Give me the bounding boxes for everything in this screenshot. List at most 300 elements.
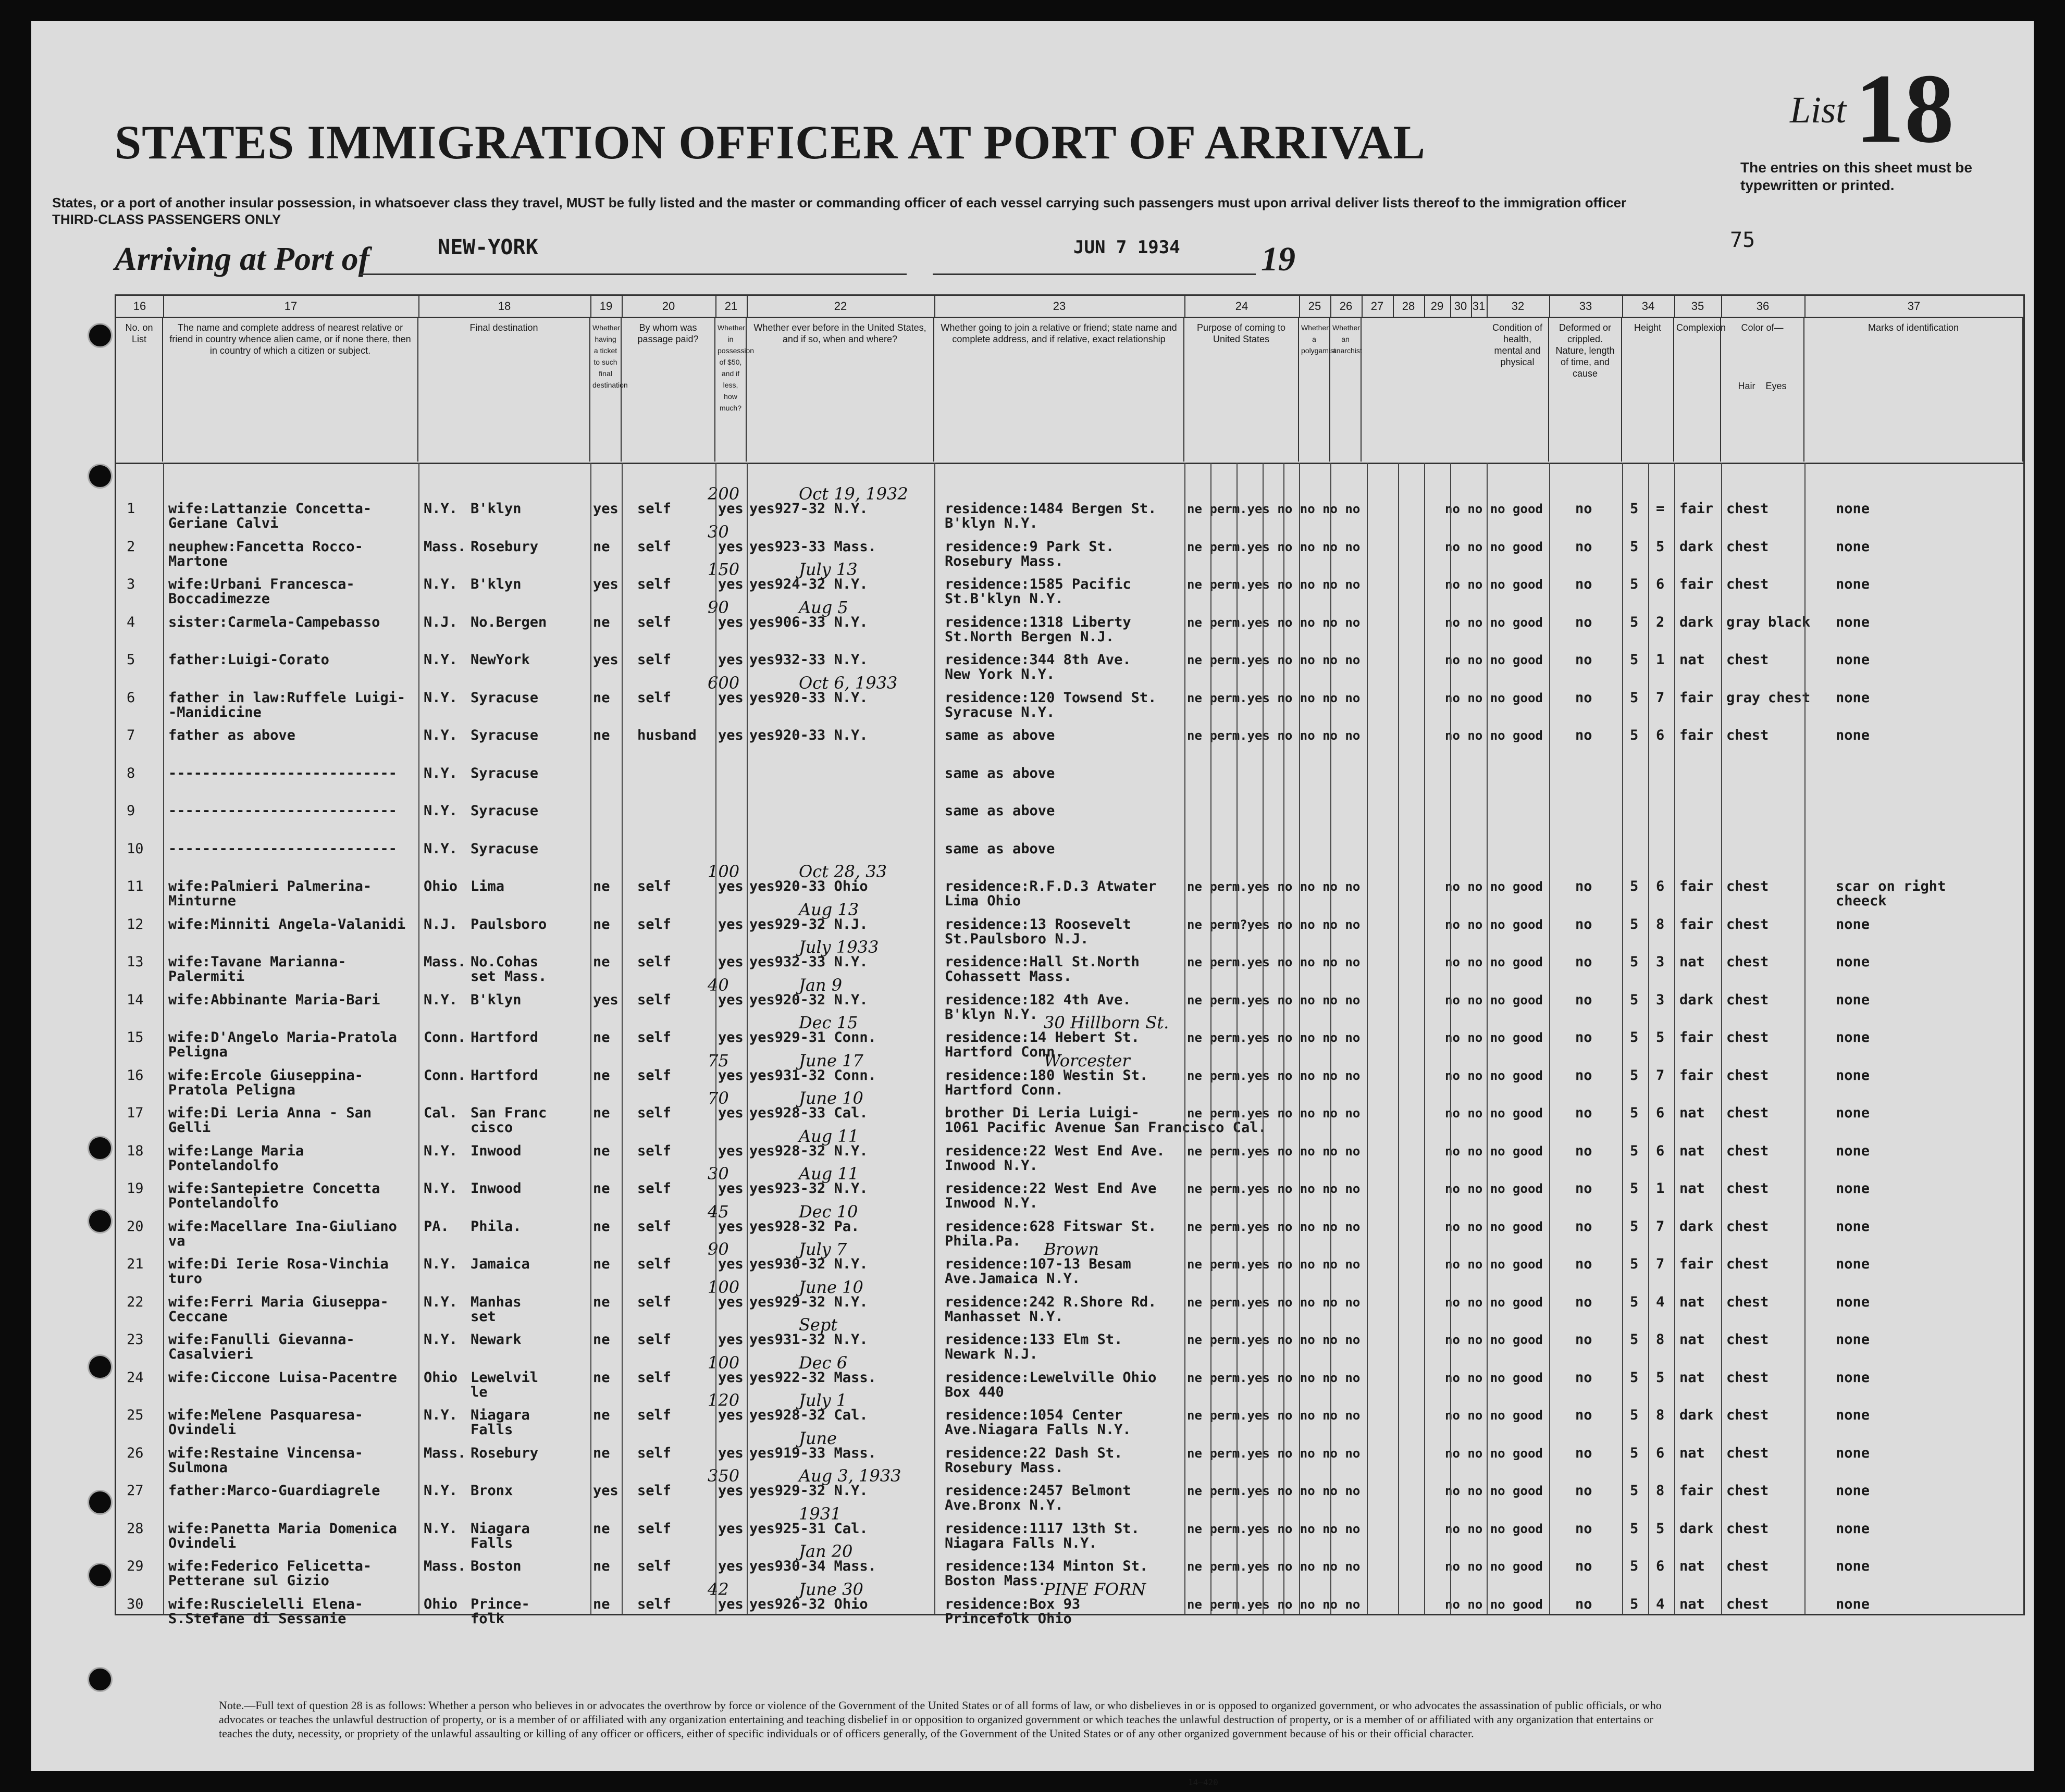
- purpose-answers: ne perm.yes no no no no: [1187, 728, 1361, 743]
- deformed-answer: no: [1575, 614, 1592, 630]
- column-rule: [1549, 463, 1550, 1614]
- complexion-value: dark: [1679, 1218, 1714, 1235]
- deformed-answer: no: [1575, 1029, 1592, 1046]
- header-passage-paid: By whom was passage paid?: [622, 318, 715, 462]
- handwritten-note: Worcester: [1044, 1050, 1130, 1071]
- table-row: [116, 653, 2023, 690]
- header-marks: Marks of identification: [1804, 318, 2023, 462]
- header-hair-eyes: [1723, 380, 1801, 392]
- row-number: 18: [127, 1142, 144, 1159]
- column-rule: [1674, 463, 1675, 1614]
- destination-state: Cal.: [424, 1105, 458, 1121]
- destination-city: B'klyn: [471, 576, 522, 592]
- height-feet: 5: [1630, 991, 1639, 1008]
- height-inches: 7: [1656, 1067, 1665, 1084]
- previous-stay: yes920-33 N.Y.: [749, 727, 868, 743]
- header-color-of: [1721, 318, 1804, 462]
- table-row: [116, 691, 2023, 728]
- money-answer: yes: [718, 1218, 744, 1235]
- purpose-answers: ne perm.yes no no no no: [1187, 690, 1361, 705]
- height-feet: 5: [1630, 916, 1639, 932]
- joining-address: residence:22 West End Ave Inwood N.Y.: [945, 1180, 1157, 1211]
- row-number: 23: [127, 1331, 144, 1348]
- joining-address: residence:1117 13th St. Niagara Falls N.Y.: [945, 1520, 1140, 1551]
- destination-state: Ohio: [424, 878, 458, 894]
- row-number: 7: [127, 727, 135, 743]
- handwritten-money: 150: [708, 559, 740, 579]
- checks-answers: no no no good: [1445, 1181, 1543, 1196]
- destination-city: Syracuse: [471, 765, 539, 781]
- hair-color: chest: [1726, 1029, 1769, 1046]
- identification-marks: none: [1836, 1142, 1870, 1159]
- handwritten-date: July 7: [799, 1239, 847, 1259]
- column-number: 16: [116, 296, 164, 318]
- checks-answers: no no no good: [1445, 1333, 1543, 1347]
- purpose-answers: ne perm.yes no no no no: [1187, 1521, 1361, 1536]
- joining-address: residence:1484 Bergen St. B'klyn N.Y.: [945, 501, 1157, 531]
- passage-paid-by: self: [637, 916, 672, 932]
- purpose-answers: ne perm.yes no no no no: [1187, 1257, 1361, 1272]
- checks-answers: no no no good: [1445, 1408, 1543, 1423]
- column-number: 17: [163, 296, 419, 318]
- row-number: 8: [127, 765, 135, 781]
- checks-answers: no no no good: [1445, 728, 1543, 743]
- height-inches: 6: [1656, 1558, 1665, 1574]
- money-answer: yes: [718, 1256, 744, 1272]
- nearest-relative: wife:Restaine Vincensa- Sulmona: [168, 1445, 363, 1476]
- passage-paid-by: self: [637, 1520, 672, 1537]
- checks-answers: no no no good: [1445, 1446, 1543, 1461]
- identification-marks: none: [1836, 1218, 1870, 1235]
- money-answer: yes: [718, 689, 744, 706]
- checks-answers: no no no good: [1445, 955, 1543, 969]
- checks-answers: no no no good: [1445, 1219, 1543, 1234]
- passage-paid-by: self: [637, 1180, 672, 1197]
- purpose-answers: ne perm.yes no no no no: [1187, 992, 1361, 1007]
- height-inches: 8: [1656, 1407, 1665, 1423]
- checks-answers: no no no good: [1445, 1521, 1543, 1536]
- destination-state: N.Y.: [424, 1180, 458, 1197]
- handwritten-date: June 30: [799, 1579, 863, 1599]
- deformed-answer: no: [1575, 538, 1592, 555]
- height-inches: 6: [1656, 878, 1665, 894]
- table-row: [116, 1371, 2023, 1408]
- deformed-answer: no: [1575, 1218, 1592, 1235]
- handwritten-date: July 1933: [799, 937, 879, 957]
- header-money: Whether in possession of $50, and if less, how much?: [715, 318, 747, 462]
- column-number: 37: [1804, 296, 2024, 318]
- purpose-answers: ne perm.yes no no no no: [1187, 1219, 1361, 1234]
- passage-paid-by: self: [637, 1407, 672, 1423]
- height-inches: 5: [1656, 538, 1665, 555]
- deformed-answer: no: [1575, 501, 1592, 517]
- nearest-relative: wife:Fanulli Gievanna- Casalvieri: [168, 1331, 355, 1362]
- column-rule: [1263, 463, 1264, 1614]
- table-row: [116, 1257, 2023, 1295]
- destination-city: Niagara Falls: [471, 1407, 530, 1438]
- height-feet: 5: [1630, 1520, 1639, 1537]
- height-feet: 5: [1630, 614, 1639, 630]
- checks-answers: no no no good: [1445, 1597, 1543, 1612]
- hair-color: chest: [1726, 1445, 1769, 1461]
- money-answer: yes: [718, 991, 744, 1008]
- column-number: 25: [1299, 296, 1331, 318]
- destination-city: Manhas set: [471, 1293, 522, 1325]
- checks-answers: no no no good: [1445, 1559, 1543, 1574]
- destination-state: N.Y.: [424, 652, 458, 668]
- destination-state: Ohio: [424, 1596, 458, 1612]
- passage-paid-by: self: [637, 689, 672, 706]
- handwritten-money: 40: [708, 975, 729, 995]
- destination-state: N.Y.: [424, 727, 458, 743]
- nearest-relative: father:Marco-Guardiagrele: [168, 1483, 380, 1499]
- deformed-answer: no: [1575, 727, 1592, 743]
- table-row: [116, 728, 2023, 766]
- previous-stay: yes927-32 N.Y.: [749, 501, 868, 517]
- identification-marks: none: [1836, 916, 1870, 932]
- handwritten-date: Aug 11: [799, 1164, 859, 1184]
- passage-paid-by: self: [637, 501, 672, 517]
- passage-paid-by: self: [637, 1293, 672, 1310]
- identification-marks: none: [1836, 1558, 1870, 1574]
- complexion-value: fair: [1679, 727, 1714, 743]
- column-number: 35: [1674, 296, 1722, 318]
- destination-state: N.Y.: [424, 689, 458, 706]
- previous-stay: yes924-32 N.Y.: [749, 576, 868, 592]
- previous-stay: yes920-33 Ohio: [749, 878, 868, 894]
- row-number: 14: [127, 991, 144, 1008]
- height-inches: 4: [1656, 1293, 1665, 1310]
- destination-city: Phila.: [471, 1218, 522, 1235]
- handwritten-money: 30: [708, 521, 729, 542]
- height-inches: 6: [1656, 1142, 1665, 1159]
- nearest-relative: wife:Ruscielelli Elena- S.Stefane di Sessanie: [168, 1596, 363, 1627]
- checks-answers: no no no good: [1445, 1030, 1543, 1045]
- previous-stay: yes928-32 Cal.: [749, 1407, 868, 1423]
- destination-city: Prince- folk: [471, 1596, 530, 1627]
- column-rule: [934, 463, 935, 1614]
- money-answer: yes: [718, 614, 744, 630]
- identification-marks: none: [1836, 1067, 1870, 1084]
- destination-state: Conn.: [424, 1067, 466, 1084]
- complexion-value: fair: [1679, 576, 1714, 592]
- passage-paid-by: self: [637, 1256, 672, 1272]
- header-purpose: Purpose of coming to United States: [1184, 318, 1299, 462]
- money-answer: yes: [718, 1596, 744, 1612]
- ticket-answer: ne: [593, 916, 610, 932]
- checks-answers: no no no good: [1445, 577, 1543, 592]
- destination-state: PA.: [424, 1218, 449, 1235]
- previous-stay: yes932-33 N.Y.: [749, 652, 868, 668]
- money-answer: yes: [718, 1067, 744, 1084]
- destination-city: B'klyn: [471, 501, 522, 517]
- checks-answers: no no no good: [1445, 917, 1543, 932]
- previous-stay: yes925-31 Cal.: [749, 1520, 868, 1537]
- complexion-value: nat: [1679, 1596, 1705, 1612]
- table-row: [116, 955, 2023, 992]
- checks-answers: no no no good: [1445, 1295, 1543, 1310]
- deformed-answer: no: [1575, 1293, 1592, 1310]
- column-rule: [590, 463, 591, 1614]
- height-feet: 5: [1630, 1029, 1639, 1046]
- previous-stay: yes928-32 N.Y.: [749, 1142, 868, 1159]
- purpose-answers: ne perm.yes no no no no: [1187, 1030, 1361, 1045]
- identification-marks: none: [1836, 1293, 1870, 1310]
- eye-color: chest: [1768, 689, 1811, 706]
- hair-color: chest: [1726, 1483, 1769, 1499]
- hair-color: gray: [1726, 689, 1761, 706]
- height-feet: 5: [1630, 1180, 1639, 1197]
- checks-answers: no no no good: [1445, 1484, 1543, 1498]
- checks-answers: no no no good: [1445, 1068, 1543, 1083]
- complexion-value: nat: [1679, 1445, 1705, 1461]
- column-rule: [1487, 463, 1488, 1614]
- handwritten-money: 75: [708, 1050, 729, 1071]
- nearest-relative: sister:Carmela-Campebasso: [168, 614, 380, 630]
- handwritten-date: Aug 13: [799, 899, 859, 919]
- deformed-answer: no: [1575, 1407, 1592, 1423]
- column-number: 18: [418, 296, 591, 318]
- joining-address: residence:134 Minton St. Boston Mass.: [945, 1558, 1148, 1589]
- purpose-answers: ne perm?yes no no no no: [1187, 917, 1361, 932]
- passage-paid-by: self: [637, 1558, 672, 1574]
- column-number: 21: [715, 296, 748, 318]
- table-row: [116, 804, 2023, 841]
- checks-answers: no no no good: [1445, 615, 1543, 630]
- ticket-answer: ne: [593, 1293, 610, 1310]
- column-number: 34: [1622, 296, 1675, 318]
- purpose-answers: ne perm.yes no no no no: [1187, 879, 1361, 894]
- hair-color: chest: [1726, 1558, 1769, 1574]
- deformed-answer: no: [1575, 878, 1592, 894]
- header-ticket: Whether having a ticket to such final destination: [590, 318, 622, 462]
- height-feet: 5: [1630, 1293, 1639, 1310]
- joining-address: residence:107-13 Besam Ave.Jamaica N.Y.: [945, 1256, 1131, 1287]
- ticket-answer: yes: [593, 1483, 619, 1499]
- column-rule: [163, 463, 164, 1614]
- manifest-sheet: [31, 21, 2034, 1787]
- nearest-relative: ---------------------------: [168, 803, 397, 819]
- height-inches: 4: [1656, 1596, 1665, 1612]
- row-number: 28: [127, 1520, 144, 1537]
- destination-state: Mass.: [424, 1445, 466, 1461]
- identification-marks: none: [1836, 576, 1870, 592]
- previous-stay: yes929-32 N.J.: [749, 916, 868, 932]
- joining-address: residence:628 Fitswar St. Phila.Pa.: [945, 1218, 1157, 1249]
- height-feet: 5: [1630, 727, 1639, 743]
- eye-color: black: [1768, 614, 1811, 630]
- row-number: 22: [127, 1293, 144, 1310]
- money-answer: yes: [718, 1407, 744, 1423]
- handwritten-date: June: [799, 1428, 837, 1448]
- table-row: [116, 1106, 2023, 1143]
- height-inches: 1: [1656, 1180, 1665, 1197]
- ticket-answer: ne: [593, 1558, 610, 1574]
- purpose-answers: ne perm.yes no no no no: [1187, 577, 1361, 592]
- destination-state: N.J.: [424, 916, 458, 932]
- identification-marks: scar on right cheeck: [1836, 878, 1946, 909]
- hair-color: chest: [1726, 727, 1769, 743]
- complexion-value: dark: [1679, 991, 1714, 1008]
- handwritten-money: 600: [708, 673, 740, 693]
- row-number: 30: [127, 1596, 144, 1612]
- handwritten-money: 200: [708, 484, 740, 504]
- header-anarchist: Whether an anarchist: [1330, 318, 1362, 462]
- deformed-answer: no: [1575, 916, 1592, 932]
- header-no-on-list: No. on List: [116, 318, 163, 462]
- height-inches: 5: [1656, 1369, 1665, 1386]
- deformed-answer: no: [1575, 1180, 1592, 1197]
- money-answer: yes: [718, 1520, 744, 1537]
- purpose-answers: ne perm.yes no no no no: [1187, 1484, 1361, 1498]
- ticket-answer: ne: [593, 1520, 610, 1537]
- table-row: [116, 615, 2023, 653]
- complexion-value: nat: [1679, 1293, 1705, 1310]
- purpose-answers: ne perm.yes no no no no: [1187, 1143, 1361, 1159]
- height-feet: 5: [1630, 1331, 1639, 1348]
- column-number: 33: [1549, 296, 1623, 318]
- passage-paid-by: self: [637, 991, 672, 1008]
- deformed-answer: no: [1575, 1520, 1592, 1537]
- checks-answers: no no no good: [1445, 539, 1543, 554]
- table-row: [116, 1408, 2023, 1446]
- complexion-value: nat: [1679, 1369, 1705, 1386]
- handwritten-money: 30: [708, 1164, 729, 1184]
- header-joining-relative: Whether going to join a relative or friend; state name and complete address, and if relative, exact relationship: [934, 318, 1184, 462]
- handwritten-date: Aug 3, 1933: [799, 1466, 901, 1486]
- column-number: 26: [1330, 296, 1363, 318]
- table-row: [116, 1333, 2023, 1370]
- checks-answers: no no no good: [1445, 502, 1543, 516]
- purpose-answers: ne perm.yes no no no no: [1187, 1559, 1361, 1574]
- deformed-answer: no: [1575, 954, 1592, 970]
- passage-paid-by: self: [637, 954, 672, 970]
- previous-stay: yes932-33 N.Y.: [749, 954, 868, 970]
- column-number: 30: [1450, 296, 1472, 318]
- row-number: 16: [127, 1067, 144, 1084]
- purpose-answers: ne perm.yes no no no no: [1187, 1597, 1361, 1612]
- previous-stay: yes931-32 Conn.: [749, 1067, 876, 1084]
- destination-city: Boston: [471, 1558, 522, 1574]
- checks-answers: no no no good: [1445, 879, 1543, 894]
- row-number: 4: [127, 614, 135, 630]
- height-feet: 5: [1630, 538, 1639, 555]
- height-feet: 5: [1630, 652, 1639, 668]
- money-answer: yes: [718, 1293, 744, 1310]
- passage-paid-by: self: [637, 538, 672, 555]
- column-number: 27: [1362, 296, 1394, 318]
- joining-address: residence:133 Elm St. Newark N.J.: [945, 1331, 1123, 1362]
- row-number: 27: [127, 1483, 144, 1499]
- checks-answers: no no no good: [1445, 1257, 1543, 1272]
- height-inches: 8: [1656, 916, 1665, 932]
- handwritten-note: Brown: [1044, 1239, 1099, 1259]
- height-feet: 5: [1630, 1067, 1639, 1084]
- destination-state: N.Y.: [424, 576, 458, 592]
- identification-marks: none: [1836, 1483, 1870, 1499]
- nearest-relative: wife:Federico Felicetta- Petterane sul Gizio: [168, 1558, 372, 1589]
- joining-address: same as above: [945, 803, 1055, 819]
- binder-hole: [88, 323, 113, 348]
- binder-hole: [88, 1490, 113, 1515]
- money-answer: yes: [718, 1369, 744, 1386]
- destination-city: NewYork: [471, 652, 530, 668]
- deformed-answer: no: [1575, 1067, 1592, 1084]
- hair-color: chest: [1726, 1218, 1769, 1235]
- table-row: [116, 1597, 2023, 1635]
- destination-state: Mass.: [424, 1558, 466, 1574]
- complexion-value: nat: [1679, 954, 1705, 970]
- third-class-label: THIRD-CLASS PASSENGERS ONLY: [52, 211, 281, 227]
- passage-paid-by: self: [637, 1218, 672, 1235]
- destination-state: N.Y.: [424, 1483, 458, 1499]
- column-number: 32: [1487, 296, 1550, 318]
- row-number: 26: [127, 1445, 144, 1461]
- complexion-value: fair: [1679, 1029, 1714, 1046]
- ticket-answer: ne: [593, 1067, 610, 1084]
- deformed-answer: no: [1575, 689, 1592, 706]
- column-number: 19: [590, 296, 623, 318]
- port-value: NEW-YORK: [438, 235, 538, 259]
- arriving-label: Arriving at Port of: [115, 240, 369, 277]
- previous-stay: yes928-33 Cal.: [749, 1105, 868, 1121]
- previous-stay: yes930-32 N.Y.: [749, 1256, 868, 1272]
- header-hair: Hair: [1738, 381, 1755, 391]
- table-row: [116, 1181, 2023, 1219]
- ticket-answer: yes: [593, 576, 619, 592]
- column-rule: [747, 463, 748, 1614]
- height-inches: 6: [1656, 727, 1665, 743]
- nearest-relative: father in law:Ruffele Luigi- -Manidicine: [168, 689, 406, 720]
- destination-city: Niagara Falls: [471, 1520, 530, 1551]
- binder-hole: [88, 1563, 113, 1588]
- page-count: 75: [1730, 228, 1755, 252]
- row-number: 3: [127, 576, 135, 592]
- money-answer: yes: [718, 1180, 744, 1197]
- passage-paid-by: self: [637, 1105, 672, 1121]
- port-line: [360, 273, 907, 275]
- ticket-answer: ne: [593, 954, 610, 970]
- arrival-date-stamp: JUN 7 1934: [1073, 237, 1180, 258]
- ticket-answer: ne: [593, 1596, 610, 1612]
- destination-city: Newark: [471, 1331, 522, 1348]
- nearest-relative: wife:Abbinante Maria-Bari: [168, 991, 380, 1008]
- passage-paid-by: self: [637, 1445, 672, 1461]
- row-number: 10: [127, 840, 144, 857]
- column-number: 24: [1184, 296, 1300, 318]
- height-inches: 3: [1656, 954, 1665, 970]
- purpose-answers: ne perm.yes no no no no: [1187, 1333, 1361, 1347]
- handwritten-note: 30 Hillborn St.: [1044, 1013, 1169, 1032]
- destination-city: Syracuse: [471, 803, 539, 819]
- header-final-destination: Final destination: [418, 318, 590, 462]
- passage-paid-by: self: [637, 1029, 672, 1046]
- hair-color: chest: [1726, 1596, 1769, 1612]
- joining-address: residence:Box 93 Princefolk Ohio: [945, 1596, 1081, 1627]
- purpose-answers: ne perm.yes no no no no: [1187, 1295, 1361, 1310]
- handwritten-money: 100: [708, 862, 740, 881]
- hair-color: chest: [1726, 954, 1769, 970]
- height-inches: =: [1656, 501, 1665, 517]
- checks-answers: no no no good: [1445, 653, 1543, 667]
- identification-marks: none: [1836, 652, 1870, 668]
- destination-city: Syracuse: [471, 840, 539, 857]
- complexion-value: fair: [1679, 1483, 1714, 1499]
- page-title: STATES IMMIGRATION OFFICER AT PORT OF ARRIVAL: [115, 116, 1426, 169]
- handwritten-date: July 13: [799, 559, 858, 579]
- deformed-answer: no: [1575, 1256, 1592, 1272]
- instructions-text: States, or a port of another insular possession, in whatsoever class they travel, MUST be fully listed and the master or commanding officer of each vessel carrying such passengers must upon arrival deliver lists thereof to the immigration officer: [52, 195, 1627, 210]
